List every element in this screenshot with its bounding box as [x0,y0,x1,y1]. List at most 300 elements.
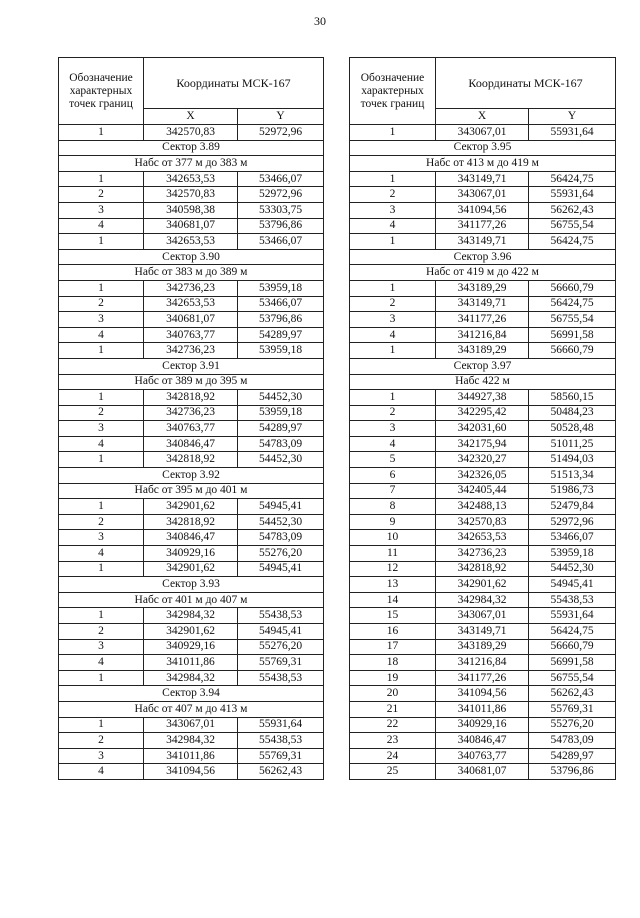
coordinates-table-right [349,57,616,780]
section-label: Сектор 3.94 [59,686,324,702]
x-value: 342175,94 [436,436,529,452]
y-value: 53466,07 [238,234,324,250]
table-row [59,234,324,250]
table-body-left [59,125,324,780]
x-value: 340846,47 [144,530,238,546]
x-value: 341177,26 [436,670,529,686]
x-value: 342984,32 [144,670,238,686]
point-number: 4 [59,546,144,562]
point-number: 1 [59,390,144,406]
y-value: 53466,07 [529,530,616,546]
x-value: 342653,53 [144,234,238,250]
table-row [350,171,616,187]
x-value: 340763,77 [144,327,238,343]
table-row [350,312,616,328]
table-row [350,296,616,312]
x-value: 343067,01 [436,187,529,203]
y-value: 55931,64 [529,125,616,141]
x-value: 343149,71 [436,234,529,250]
y-value: 54945,41 [238,624,324,640]
section-row [59,701,324,717]
y-value: 52479,84 [529,499,616,515]
y-header: Y [238,109,324,125]
section-label: Сектор 3.96 [350,249,616,265]
coordinates-table-left [58,57,324,780]
section-label: Набс от 413 м до 419 м [350,156,616,172]
point-number: 1 [59,343,144,359]
table-row [59,218,324,234]
point-number: 1 [59,234,144,250]
y-value: 53466,07 [238,171,324,187]
y-value: 50528,48 [529,421,616,437]
x-value: 342653,53 [144,296,238,312]
x-value: 342984,32 [144,608,238,624]
section-row [59,374,324,390]
section-label: Сектор 3.93 [59,577,324,593]
point-number: 1 [350,280,436,296]
table-row [59,530,324,546]
table-body-right [350,125,616,780]
x-value: 341216,84 [436,327,529,343]
x-value: 341177,26 [436,312,529,328]
table-row [59,296,324,312]
y-value: 54783,09 [529,733,616,749]
table-row [350,592,616,608]
x-value: 342984,32 [436,592,529,608]
x-value: 342818,92 [144,514,238,530]
x-value: 340763,77 [436,748,529,764]
section-row [350,156,616,172]
y-value: 54289,97 [238,327,324,343]
x-value: 340681,07 [144,218,238,234]
point-number: 1 [59,452,144,468]
point-number: 9 [350,514,436,530]
table-row [350,561,616,577]
point-number: 3 [59,312,144,328]
y-value: 54945,41 [529,577,616,593]
point-number: 1 [59,499,144,515]
table-header-row [59,58,324,109]
section-row [59,358,324,374]
point-number: 3 [59,202,144,218]
table-row [59,125,324,141]
section-label: Набс от 389 м до 395 м [59,374,324,390]
point-number: 1 [59,561,144,577]
table-row [350,577,616,593]
point-number: 5 [350,452,436,468]
table-row [350,405,616,421]
table-row [59,639,324,655]
table-row [59,748,324,764]
x-value: 343189,29 [436,639,529,655]
table-row [350,187,616,203]
x-value: 342736,23 [144,343,238,359]
y-value: 56262,43 [238,764,324,780]
point-number: 4 [350,218,436,234]
table-row [59,187,324,203]
y-header: Y [529,109,616,125]
x-value: 343189,29 [436,280,529,296]
table-row [350,390,616,406]
x-value: 340929,16 [144,546,238,562]
y-value: 55438,53 [238,608,324,624]
y-value: 51986,73 [529,483,616,499]
section-label: Сектор 3.97 [350,358,616,374]
x-value: 340763,77 [144,421,238,437]
point-number: 15 [350,608,436,624]
point-number: 17 [350,639,436,655]
x-value: 342570,83 [144,125,238,141]
x-header: X [436,109,529,125]
y-value: 55276,20 [529,717,616,733]
point-number: 2 [59,514,144,530]
x-value: 343067,01 [436,608,529,624]
x-value: 343149,71 [436,296,529,312]
y-value: 54452,30 [529,561,616,577]
y-value: 52972,96 [238,125,324,141]
x-value: 341094,56 [144,764,238,780]
y-value: 53959,18 [529,546,616,562]
y-value: 54452,30 [238,452,324,468]
x-value: 342818,92 [436,561,529,577]
x-value: 340598,38 [144,202,238,218]
point-number: 3 [350,202,436,218]
table-row [350,234,616,250]
table-row [350,546,616,562]
y-value: 56755,54 [529,670,616,686]
point-number: 4 [59,764,144,780]
section-row [350,265,616,281]
point-number: 2 [350,296,436,312]
section-label: Сектор 3.89 [59,140,324,156]
point-number: 2 [59,733,144,749]
designation-header: Обозначение характерных точек границ [350,58,436,125]
section-row [350,249,616,265]
x-value: 342570,83 [436,514,529,530]
y-value: 53796,86 [238,218,324,234]
x-value: 343067,01 [144,717,238,733]
y-value: 55276,20 [238,546,324,562]
y-value: 55769,31 [238,748,324,764]
table-row [350,327,616,343]
table-row [350,764,616,780]
point-number: 1 [350,234,436,250]
point-number: 19 [350,670,436,686]
y-value: 53303,75 [238,202,324,218]
table-row [59,312,324,328]
table-row [350,452,616,468]
section-row [59,468,324,484]
y-value: 56262,43 [529,202,616,218]
y-value: 55769,31 [529,701,616,717]
y-value: 56262,43 [529,686,616,702]
point-number: 4 [59,218,144,234]
table-row [59,390,324,406]
point-number: 1 [59,608,144,624]
point-number: 6 [350,468,436,484]
table-row [350,701,616,717]
y-value: 52972,96 [529,514,616,530]
point-number: 2 [350,405,436,421]
x-value: 342736,23 [436,546,529,562]
y-value: 54452,30 [238,514,324,530]
table-row [59,421,324,437]
table-row [350,218,616,234]
x-header: X [144,109,238,125]
x-value: 343067,01 [436,125,529,141]
section-row [59,249,324,265]
x-value: 341011,86 [436,701,529,717]
x-value: 344927,38 [436,390,529,406]
x-value: 342736,23 [144,280,238,296]
y-value: 54783,09 [238,436,324,452]
y-value: 55276,20 [238,639,324,655]
point-number: 1 [59,280,144,296]
point-number: 1 [350,343,436,359]
table-row [350,748,616,764]
table-row [350,421,616,437]
table-row [59,624,324,640]
section-row [350,374,616,390]
point-number: 4 [59,327,144,343]
page-number: 30 [314,14,326,28]
y-value: 53796,86 [238,312,324,328]
x-value: 343189,29 [436,343,529,359]
table-row [350,436,616,452]
x-value: 342901,62 [144,499,238,515]
point-number: 10 [350,530,436,546]
point-number: 1 [59,171,144,187]
y-value: 56424,75 [529,234,616,250]
section-row [59,686,324,702]
point-number: 14 [350,592,436,608]
table-row [59,327,324,343]
x-value: 342570,83 [144,187,238,203]
y-value: 54289,97 [238,421,324,437]
x-value: 342295,42 [436,405,529,421]
y-value: 56660,79 [529,280,616,296]
x-value: 342405,44 [436,483,529,499]
y-value: 58560,15 [529,390,616,406]
point-number: 20 [350,686,436,702]
point-number: 3 [59,639,144,655]
point-number: 11 [350,546,436,562]
x-value: 342901,62 [144,561,238,577]
point-number: 3 [350,421,436,437]
table-row [350,202,616,218]
y-value: 56755,54 [529,218,616,234]
y-value: 51513,34 [529,468,616,484]
y-value: 52972,96 [238,187,324,203]
x-value: 341094,56 [436,686,529,702]
y-value: 53959,18 [238,405,324,421]
point-number: 2 [350,187,436,203]
table-row [350,125,616,141]
table-row [59,202,324,218]
point-number: 1 [59,717,144,733]
x-value: 340846,47 [436,733,529,749]
x-value: 342901,62 [144,624,238,640]
table-row [59,733,324,749]
section-label: Сектор 3.92 [59,468,324,484]
section-label: Набс от 377 м до 383 м [59,156,324,172]
section-row [59,156,324,172]
table-row [350,468,616,484]
table-row [59,608,324,624]
table-row [350,624,616,640]
x-value: 342984,32 [144,733,238,749]
y-value: 53959,18 [238,280,324,296]
x-value: 342818,92 [144,390,238,406]
point-number: 21 [350,701,436,717]
point-number: 1 [350,390,436,406]
point-number: 8 [350,499,436,515]
x-value: 342326,05 [436,468,529,484]
table-row [59,405,324,421]
section-label: Сектор 3.90 [59,249,324,265]
section-label: Набс от 401 м до 407 м [59,592,324,608]
y-value: 50484,23 [529,405,616,421]
table-row [59,561,324,577]
y-value: 51494,03 [529,452,616,468]
section-row [350,358,616,374]
x-value: 342653,53 [436,530,529,546]
y-value: 53796,86 [529,764,616,780]
y-value: 54289,97 [529,748,616,764]
table-row [350,608,616,624]
x-value: 341094,56 [436,202,529,218]
y-value: 56424,75 [529,171,616,187]
table-row [59,343,324,359]
x-value: 341177,26 [436,218,529,234]
point-number: 4 [59,436,144,452]
x-value: 342488,13 [436,499,529,515]
y-value: 55769,31 [238,655,324,671]
point-number: 25 [350,764,436,780]
point-number: 3 [59,530,144,546]
section-label: Набс от 407 м до 413 м [59,701,324,717]
x-value: 340681,07 [436,764,529,780]
y-value: 55931,64 [529,608,616,624]
table-row [350,670,616,686]
point-number: 18 [350,655,436,671]
x-value: 342653,53 [144,171,238,187]
table-row [59,514,324,530]
point-number: 13 [350,577,436,593]
section-label: Сектор 3.91 [59,358,324,374]
x-value: 341011,86 [144,655,238,671]
designation-header: Обозначение характерных точек границ [59,58,144,125]
table-row [350,686,616,702]
point-number: 24 [350,748,436,764]
point-number: 7 [350,483,436,499]
section-label: Набс 422 м [350,374,616,390]
point-number: 3 [59,748,144,764]
table-row [59,717,324,733]
y-value: 56991,58 [529,327,616,343]
table-row [59,546,324,562]
table-row [59,171,324,187]
section-label: Набс от 383 м до 389 м [59,265,324,281]
y-value: 53466,07 [238,296,324,312]
table-row [350,530,616,546]
table-row [350,717,616,733]
coords-header: Координаты МСК-167 [436,58,616,109]
table-row [350,483,616,499]
y-value: 56755,54 [529,312,616,328]
point-number: 22 [350,717,436,733]
point-number: 12 [350,561,436,577]
point-number: 3 [59,421,144,437]
y-value: 53959,18 [238,343,324,359]
point-number: 23 [350,733,436,749]
y-value: 55438,53 [529,592,616,608]
y-value: 54945,41 [238,499,324,515]
y-value: 54452,30 [238,390,324,406]
point-number: 3 [350,312,436,328]
point-number: 1 [350,171,436,187]
x-value: 340929,16 [436,717,529,733]
section-row [59,483,324,499]
point-number: 2 [59,296,144,312]
section-row [59,265,324,281]
table-row [59,452,324,468]
y-value: 54783,09 [238,530,324,546]
section-label: Набс от 395 м до 401 м [59,483,324,499]
table-row [350,655,616,671]
y-value: 56660,79 [529,343,616,359]
y-value: 56991,58 [529,655,616,671]
y-value: 55931,64 [529,187,616,203]
table-row [350,499,616,515]
point-number: 1 [59,125,144,141]
x-value: 343149,71 [436,171,529,187]
section-row [59,577,324,593]
point-number: 4 [59,655,144,671]
point-number: 4 [350,436,436,452]
y-value: 56660,79 [529,639,616,655]
y-value: 56424,75 [529,296,616,312]
y-value: 55438,53 [238,670,324,686]
point-number: 1 [59,670,144,686]
table-row [59,280,324,296]
table-row [59,670,324,686]
x-value: 342818,92 [144,452,238,468]
table-row [350,639,616,655]
table-row [350,280,616,296]
x-value: 340681,07 [144,312,238,328]
point-number: 2 [59,405,144,421]
point-number: 16 [350,624,436,640]
point-number: 2 [59,624,144,640]
y-value: 51011,25 [529,436,616,452]
table-header-row [350,58,616,109]
table-row [59,764,324,780]
table-row [59,499,324,515]
x-value: 342320,27 [436,452,529,468]
section-row [350,140,616,156]
table-row [59,655,324,671]
section-row [59,140,324,156]
x-value: 342031,60 [436,421,529,437]
y-value: 54945,41 [238,561,324,577]
section-label: Набс от 419 м до 422 м [350,265,616,281]
table-row [350,343,616,359]
x-value: 340929,16 [144,639,238,655]
x-value: 342901,62 [436,577,529,593]
x-value: 343149,71 [436,624,529,640]
coords-header: Координаты МСК-167 [144,58,324,109]
